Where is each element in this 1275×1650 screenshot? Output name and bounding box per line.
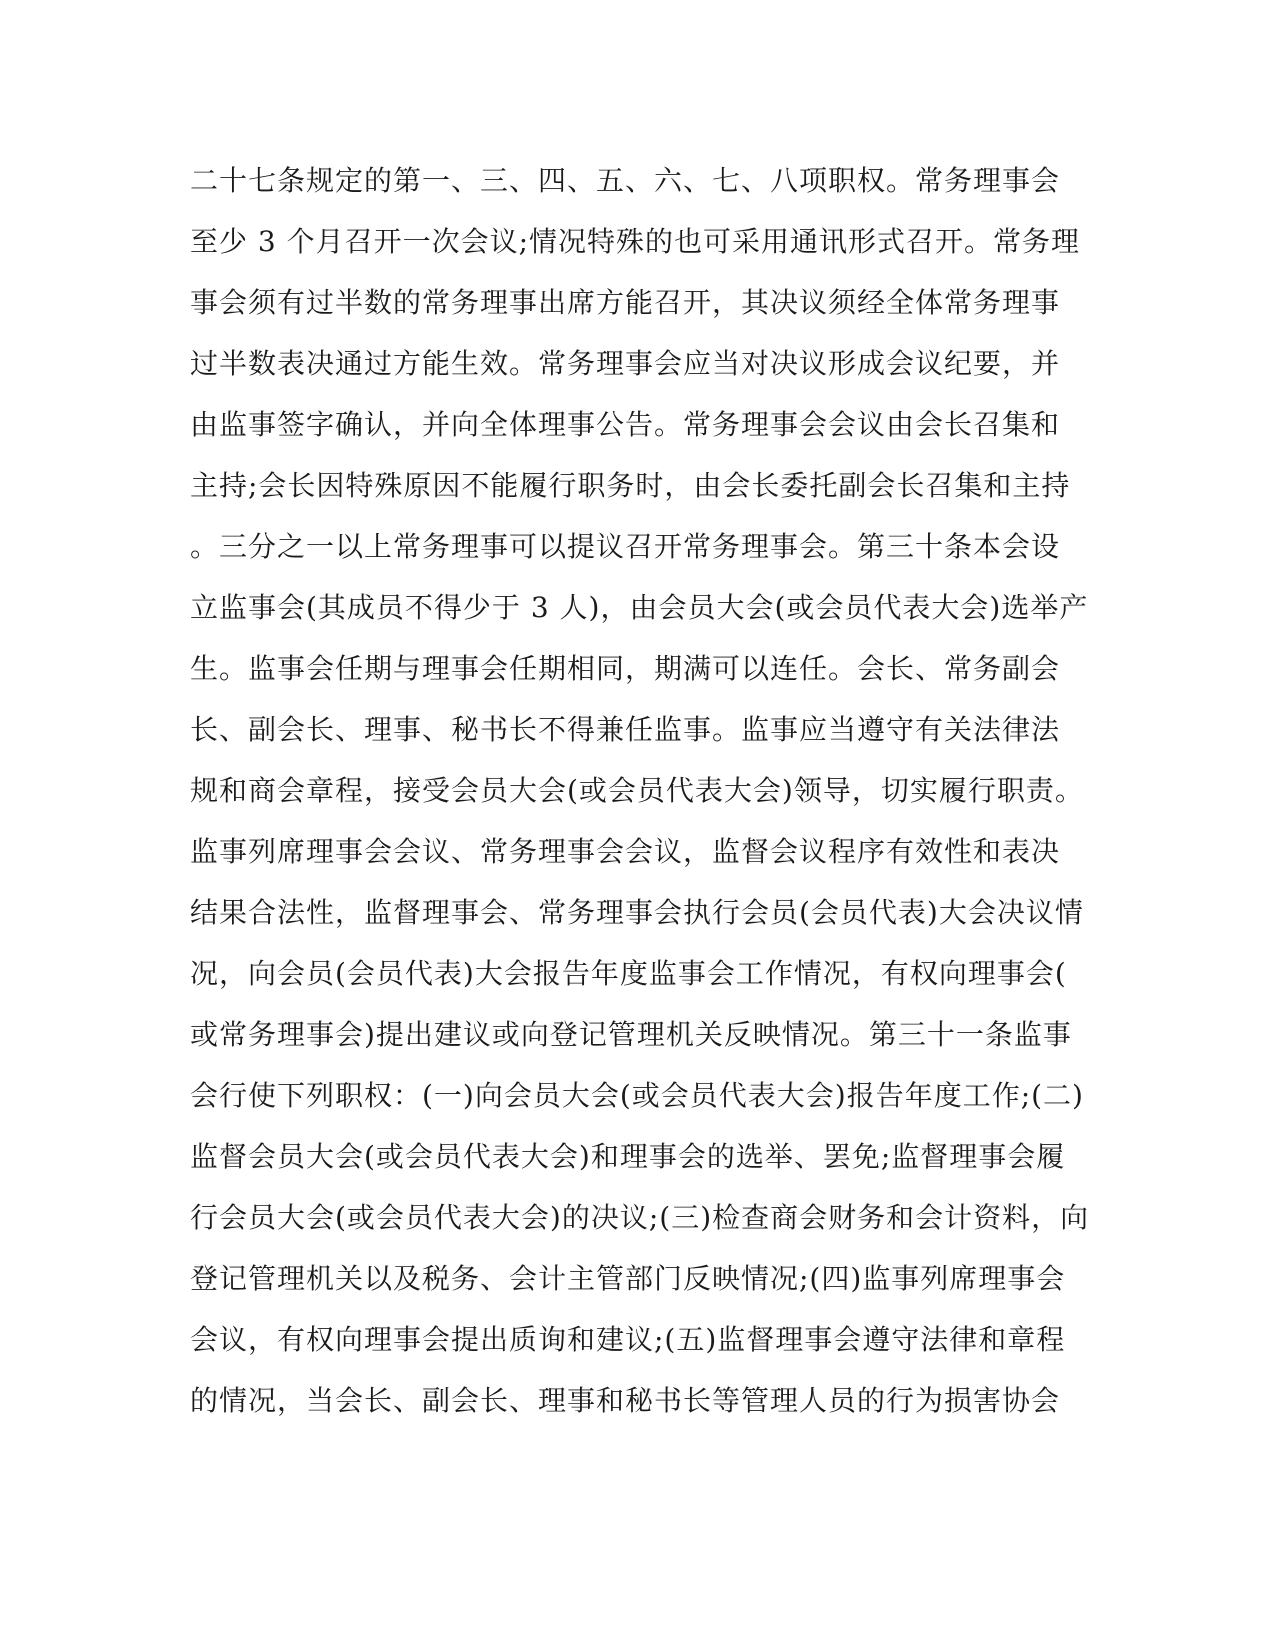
text-line: 登记管理机关以及税务、会计主管部门反映情况;(四)监事列席理事会: [190, 1262, 1066, 1295]
text-line: 况，向会员(会员代表)大会报告年度监事会工作情况，有权向理事会(: [190, 957, 1067, 990]
text-line: 至少 3 个月召开一次会议;情况特殊的也可采用通讯形式召开。常务理: [190, 225, 1081, 258]
text-line: 行会员大会(或会员代表大会)的决议;(三)检查商会财务和会计资料，向: [190, 1201, 1090, 1234]
text-line: 生。监事会任期与理事会任期相同，期满可以连任。会长、常务副会: [190, 652, 1061, 685]
text-line: 立监事会(其成员不得少于 3 人)，由会员大会(或会员代表大会)选举产: [190, 591, 1089, 624]
text-line: 或常务理事会)提出建议或向登记管理机关反映情况。第三十一条监事: [190, 1018, 1072, 1051]
text-line: 长、副会长、理事、秘书长不得兼任监事。监事应当遵守有关法律法: [190, 713, 1061, 746]
text-line: 监督会员大会(或会员代表大会)和理事会的选举、罢免;监督理事会履: [190, 1140, 1066, 1173]
text-line: 结果合法性，监督理事会、常务理事会执行会员(会员代表)大会决议情: [190, 896, 1084, 929]
text-line: 过半数表决通过方能生效。常务理事会应当对决议形成会议纪要，并: [190, 347, 1061, 380]
text-line: 会行使下列职权：(一)向会员大会(或会员代表大会)报告年度工作;(二): [190, 1079, 1084, 1112]
body-text: [190, 163, 1090, 1444]
text-line: 二十七条规定的第一、三、四、五、六、七、八项职权。常务理事会: [190, 164, 1061, 197]
text-line: 事会须有过半数的常务理事出席方能召开，其决议须经全体常务理事: [190, 286, 1061, 319]
text-line: 规和商会章程，接受会员大会(或会员代表大会)领导，切实履行职责。: [190, 774, 1084, 807]
text-line: 监事列席理事会会议、常务理事会会议，监督会议程序有效性和表决: [190, 835, 1061, 868]
text-line: 会议，有权向理事会提出质询和建议;(五)监督理事会遵守法律和章程: [190, 1323, 1066, 1356]
text-line: 。三分之一以上常务理事可以提议召开常务理事会。第三十条本会设: [190, 530, 1061, 563]
text-line: 的情况，当会长、副会长、理事和秘书长等管理人员的行为损害协会: [190, 1384, 1061, 1417]
text-line: 由监事签字确认，并向全体理事公告。常务理事会会议由会长召集和: [190, 408, 1061, 441]
text-line: 主持;会长因特殊原因不能履行职务时，由会长委托副会长召集和主持: [190, 469, 1071, 502]
